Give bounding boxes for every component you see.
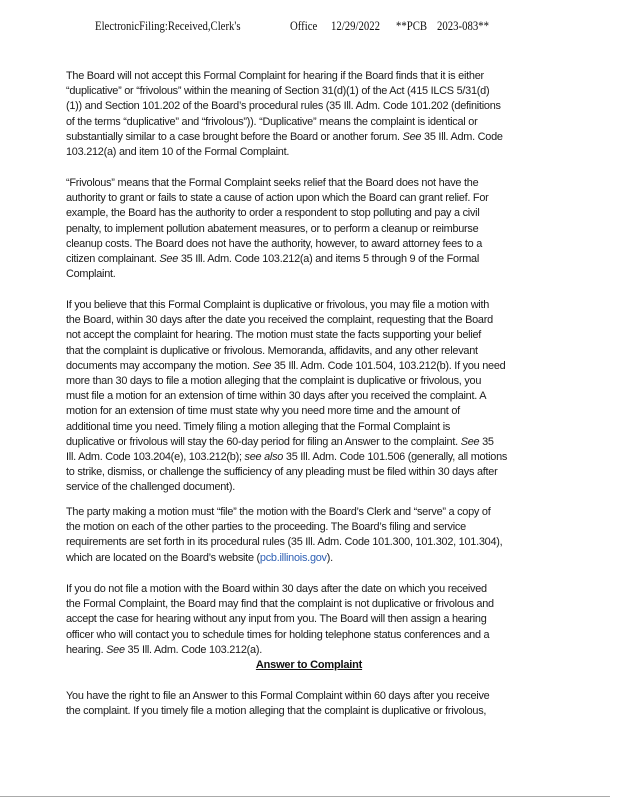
filing-stamp-office: Office	[290, 19, 318, 33]
text-line	[66, 313, 507, 328]
text-line	[66, 612, 494, 627]
text-line	[66, 99, 503, 114]
text-line	[66, 420, 507, 435]
filing-stamp-case-number: 2023-083**	[437, 19, 489, 33]
text-segment: example, the Board has the authority to order a respondent to stop polluting and pay a civil	[66, 207, 480, 220]
text-line	[66, 704, 489, 719]
text-segment: officer who will contact you to schedule times for holding telephone status conferences and a	[66, 628, 490, 641]
text-line	[66, 505, 502, 520]
text-line	[66, 582, 494, 597]
paragraph-duplicative-frivolous	[66, 69, 503, 160]
text-segment: 103.212(a) and item 10 of the Formal Complaint.	[66, 145, 290, 158]
italic-citation-signal: See	[159, 252, 179, 265]
text-segment: must file a motion for an extension of time within 30 days after you received the complaint. A	[66, 390, 487, 403]
text-segment: 35 Ill. Adm. Code 103.212(a) and items 5 through 9 of the Formal	[178, 252, 480, 265]
text-line	[66, 191, 489, 206]
filing-stamp-date: 12/29/2022	[331, 19, 380, 33]
text-segment: Complaint.	[66, 268, 116, 281]
text-segment: the Board, within 30 days after the date you received the complaint, requesting that the Board	[66, 314, 493, 327]
text-segment: If you believe that this Formal Complaint is duplicative or frivolous, you may file a motion with	[66, 299, 490, 311]
text-line	[66, 359, 507, 374]
text-line	[66, 389, 507, 404]
text-line	[66, 404, 507, 419]
text-line	[66, 344, 507, 359]
text-segment: Ill. Adm. Code 103.204(e), 103.212(b);	[66, 450, 245, 463]
text-segment: The party making a motion must “file” the motion with the Board’s Clerk and “serve” a copy of	[66, 506, 491, 518]
text-segment: documents may accompany the motion.	[66, 359, 253, 372]
text-segment: citizen complainant.	[66, 252, 160, 265]
text-line	[66, 374, 507, 389]
filing-stamp-label: ElectronicFiling:Received,Clerk's	[95, 19, 241, 33]
italic-citation-signal: See	[460, 435, 480, 448]
text-segment: “Frivolous” means that the Formal Complaint seeks relief that the Board does not have the	[66, 177, 479, 189]
italic-citation-signal: See	[402, 130, 422, 143]
text-segment: of the terms “duplicative” and “frivolous”)). “Duplicative” means the complaint is identical or	[66, 115, 478, 128]
text-line	[66, 237, 489, 252]
italic-citation-signal: See	[106, 643, 125, 656]
paragraph-file-and-serve	[66, 505, 502, 566]
website-link[interactable]: pcb.illinois.gov	[259, 551, 327, 564]
text-segment: not accept the complaint for hearing. The motion must state the facts supporting your belief	[66, 329, 482, 342]
text-segment: cleanup costs. The Board does not have the authority, however, to award attorney fees to a	[66, 237, 483, 250]
text-segment: which are located on the Board’s website (	[66, 551, 260, 564]
text-segment: additional time you need. Timely filing a motion alleging that the Formal Complaint is	[66, 420, 451, 433]
text-line	[66, 222, 489, 237]
text-segment: 35 Ill. Adm. Code 101.504, 103.212(b). If you need	[271, 359, 506, 372]
text-segment: substantially similar to a case brought before the Board or another forum.	[66, 130, 403, 143]
text-line	[66, 328, 507, 343]
page-bottom-edge	[0, 796, 610, 797]
text-line	[66, 84, 503, 99]
text-segment: hearing.	[66, 643, 107, 656]
text-segment: 35	[479, 435, 494, 448]
text-segment: authority to grant or fails to state a cause of action upon which the Board can grant relief. For	[66, 192, 489, 205]
text-line	[66, 450, 507, 465]
text-line	[66, 115, 503, 130]
text-line	[66, 145, 503, 160]
paragraph-motion-filing	[66, 298, 507, 495]
text-line	[66, 597, 494, 612]
text-line	[66, 643, 494, 658]
text-segment: service of the challenged document).	[66, 481, 235, 494]
text-segment: 35 Ill. Adm. Code	[421, 130, 503, 143]
text-segment: You have the right to file an Answer to this Formal Complaint within 60 days after you receive	[66, 690, 490, 702]
paragraph-answer-right	[66, 689, 489, 719]
text-line	[66, 130, 503, 145]
paragraph-frivolous-definition	[66, 176, 489, 282]
paragraph-no-motion	[66, 582, 494, 658]
text-line	[66, 480, 507, 495]
italic-citation-signal: See	[252, 359, 272, 372]
text-line	[66, 535, 502, 550]
text-segment: more than 30 days to file a motion alleging that the complaint is duplicative or frivolous, you	[66, 374, 482, 387]
text-segment: that the complaint is duplicative or frivolous. Memoranda, affidavits, and any other relevant	[66, 344, 478, 357]
text-segment: The Board will not accept this Formal Complaint for hearing if the Board finds that it is either	[66, 70, 484, 82]
text-segment: 35 Ill. Adm. Code 103.212(a).	[124, 643, 262, 656]
text-line	[66, 551, 502, 566]
text-line	[66, 628, 494, 643]
text-segment: ).	[326, 551, 333, 564]
text-segment: the motion on each of the other parties to the proceeding. The Board’s filing and service	[66, 521, 466, 534]
text-segment: “duplicative” or “frivolous” within the meaning of Section 31(d)(1) of the Act (415 ILCS 5/31(d)	[66, 85, 490, 98]
text-segment: accept the case for hearing without any input from you. The Board will then assign a hearing	[66, 613, 487, 626]
text-segment: to strike, dismiss, or challenge the sufficiency of any pleading must be filed within 30 days after	[66, 466, 498, 479]
text-segment: penalty, to implement pollution abatement measures, or to perform a cleanup or reimburse	[66, 222, 479, 235]
text-segment: the Formal Complaint, the Board may find that the complaint is not duplicative or frivolous and	[66, 598, 494, 611]
text-segment: requirements are set forth in its procedural rules (35 Ill. Adm. Code 101.300, 101.302, 101.304),	[66, 536, 503, 549]
text-line	[66, 69, 503, 84]
section-heading-answer: Answer to Complaint	[255, 659, 363, 671]
text-line	[66, 520, 502, 535]
text-segment: the complaint. If you timely file a motion alleging that the complaint is duplicative or frivolous,	[66, 705, 487, 718]
text-line	[66, 252, 489, 267]
text-line	[66, 435, 507, 450]
italic-citation-signal: see also	[244, 450, 284, 463]
text-line	[66, 298, 507, 313]
text-segment: motion for an extension of time must state why you need more time and the amount of	[66, 405, 460, 418]
text-segment: duplicative or frivolous will stay the 60-day period for filing an Answer to the complaint.	[66, 435, 461, 448]
text-line	[66, 206, 489, 221]
text-line	[66, 267, 489, 282]
filing-stamp-pcb: **PCB	[396, 19, 428, 33]
text-line	[66, 689, 489, 704]
text-segment: (1)) and Section 101.202 of the Board’s procedural rules (35 Ill. Adm. Code 101.202 (definitions	[66, 100, 501, 113]
text-line	[66, 176, 489, 191]
text-segment: 35 Ill. Adm. Code 101.506 (generally, all motions	[283, 450, 508, 463]
text-line	[66, 465, 507, 480]
text-segment: If you do not file a motion with the Board within 30 days after the date on which you received	[66, 583, 487, 595]
